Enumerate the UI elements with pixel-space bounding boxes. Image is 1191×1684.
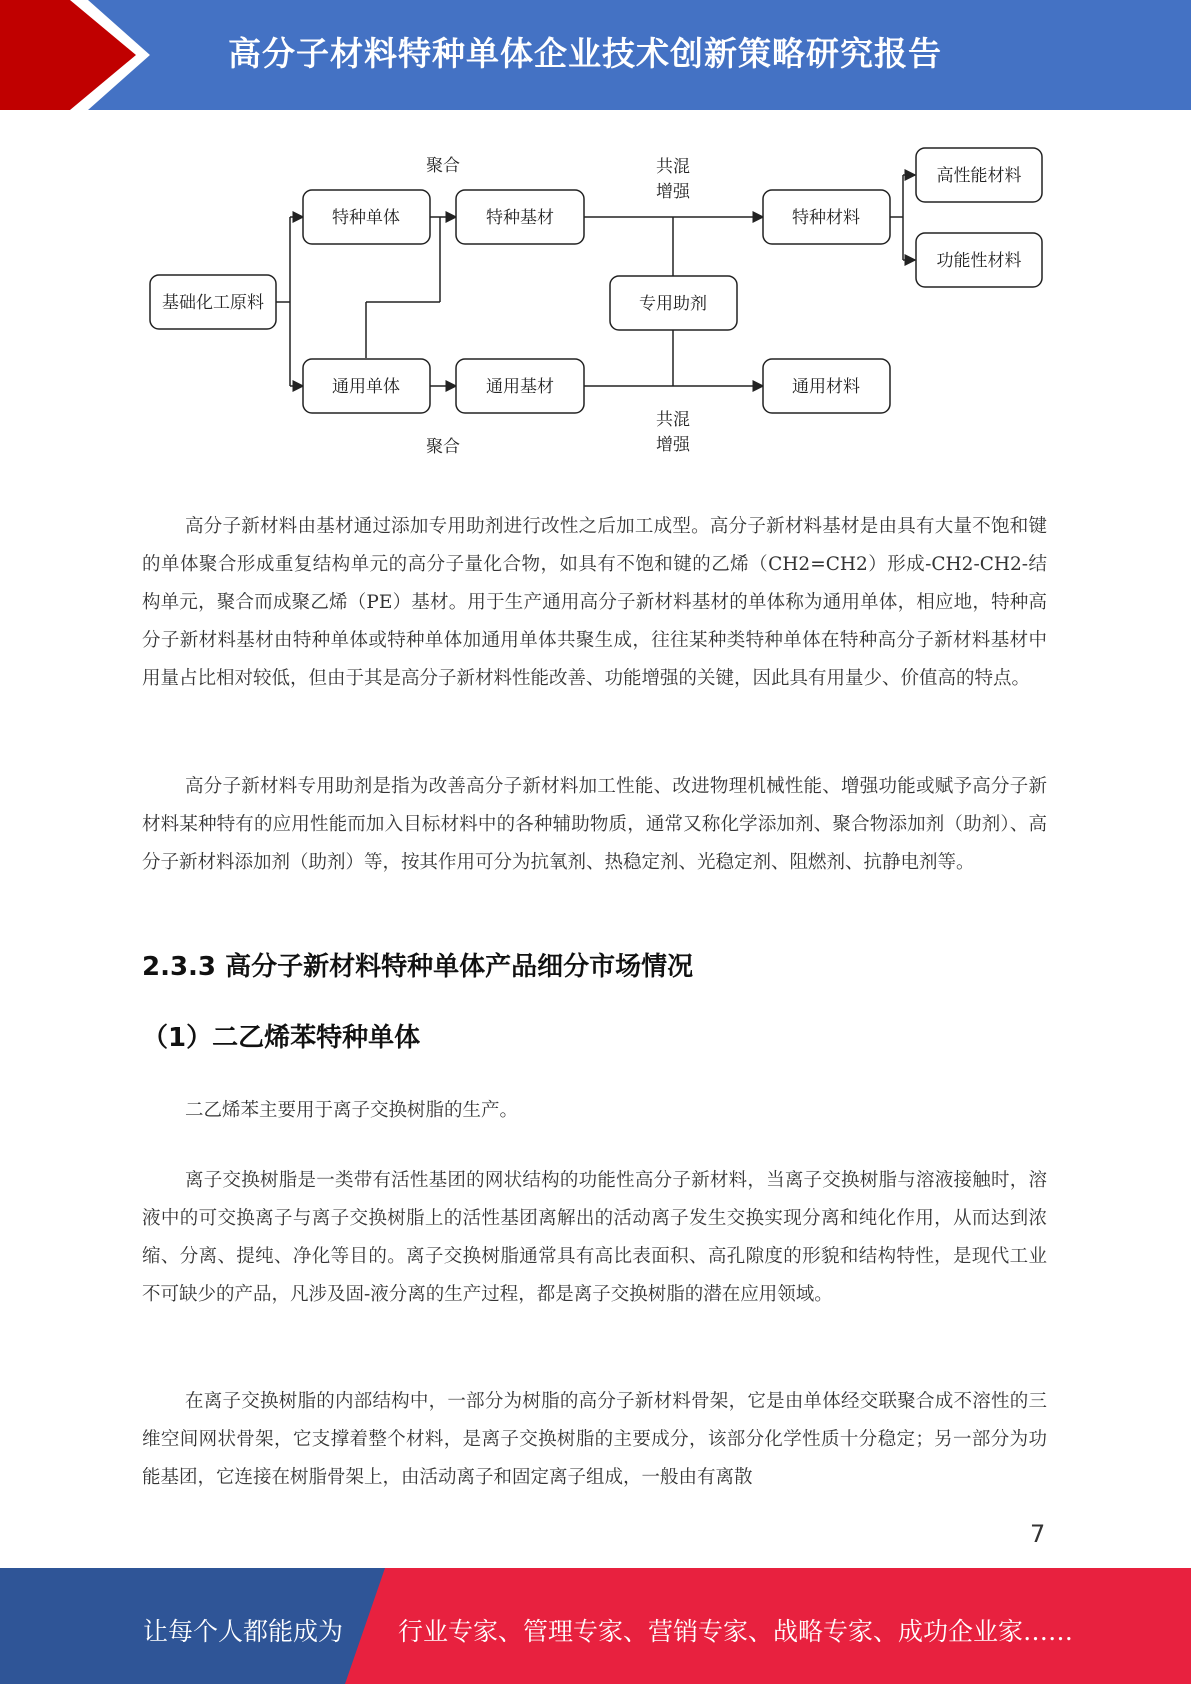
label-polymerize-bottom: 聚合	[426, 437, 460, 457]
node-special-material-label: 特种材料	[792, 208, 860, 228]
paragraph-base-material: 高分子新材料由基材通过添加专用助剂进行改性之后加工成型。高分子新材料基材是由具有大量不饱和键的单体聚合形成重复结构单元的高分子量化合物，如具有不饱和键的乙烯（CH2=CH2）形成-CH2-CH2-结构单元，聚合而成聚乙烯（PE）基材。用于生产通用高分子新材料基材的单体称为通用单体，相应地，特种高分子新材料基材由特种单体或特种单体加通用单体共聚生成，往往某种类特种单体在特种高分子新材料基材中用量占比相对较低，但由于其是高分子新材料性能改善、功能增强的关键，因此具有用量少、价值高的特点。	[142, 516, 1047, 689]
label-blend-top-1: 共混	[656, 157, 690, 177]
page-number: 7	[1030, 1520, 1046, 1548]
page-header	[0, 0, 1191, 110]
label-blend-bottom-1: 共混	[656, 410, 690, 430]
node-general-material	[763, 359, 890, 413]
node-additive	[610, 276, 737, 330]
paragraph-dvb-usage: 二乙烯苯主要用于离子交换树脂的生产。	[185, 1100, 519, 1121]
node-high-performance-label: 高性能材料	[936, 166, 1022, 186]
paragraph-resin-structure: 在离子交换树脂的内部结构中，一部分为树脂的高分子新材料骨架，它是由单体经交联聚合成不溶性的三维空间网状骨架，它支撑着整个材料，是离子交换树脂的主要成分，该部分化学性质十分稳定；另一部分为功能基团，它连接在树脂骨架上，由活动离子和固定离子组成，一般由有离散	[142, 1391, 1047, 1488]
section-heading: 2.3.3 高分子新材料特种单体产品细分市场情况	[142, 952, 694, 982]
node-raw-material-label: 基础化工原料	[162, 293, 264, 313]
node-general-monomer	[303, 359, 430, 413]
paragraph-ion-exchange: 离子交换树脂是一类带有活性基团的网状结构的功能性高分子新材料，当离子交换树脂与溶液接触时，溶液中的可交换离子与离子交换树脂上的活性基团离解出的活动离子发生交换实现分离和纯化作用，从而达到浓缩、分离、提纯、净化等目的。离子交换树脂通常具有高比表面积、高孔隙度的形貌和结构特性，是现代工业不可缺少的产品，凡涉及固-液分离的生产过程，都是离子交换树脂的潜在应用领域。	[142, 1170, 1047, 1305]
label-blend-top-2: 增强	[656, 182, 690, 202]
footer-slogan-left: 让每个人都能成为	[143, 1617, 344, 1646]
node-general-monomer-label: 通用单体	[332, 377, 400, 397]
node-additive-label: 专用助剂	[639, 294, 707, 314]
report-title: 高分子材料特种单体企业技术创新策略研究报告	[228, 34, 942, 73]
footer-slogan-right: 行业专家、管理专家、营销专家、战略专家、成功企业家……	[398, 1617, 1074, 1646]
subsection-heading: （1）二乙烯苯特种单体	[142, 1023, 421, 1053]
material-flow-diagram	[140, 140, 1060, 460]
node-high-performance	[916, 148, 1042, 202]
node-special-base-label: 特种基材	[486, 208, 554, 228]
node-raw-material	[150, 275, 276, 329]
node-special-monomer	[303, 190, 430, 244]
node-general-base	[456, 359, 584, 413]
label-polymerize-top: 聚合	[426, 156, 460, 176]
label-blend-bottom-2: 增强	[656, 435, 690, 455]
node-general-base-label: 通用基材	[486, 377, 554, 397]
node-functional-label: 功能性材料	[936, 251, 1022, 271]
node-special-material	[763, 190, 890, 244]
node-general-material-label: 通用材料	[792, 377, 860, 397]
paragraph-additive: 高分子新材料专用助剂是指为改善高分子新材料加工性能、改进物理机械性能、增强功能或赋予高分子新材料某种特有的应用性能而加入目标材料中的各种辅助物质，通常又称化学添加剂、聚合物添加剂（助剂）、高分子新材料添加剂（助剂）等，按其作用可分为抗氧剂、热稳定剂、光稳定剂、阻燃剂、抗静电剂等。	[142, 776, 1047, 873]
node-special-base	[456, 190, 584, 244]
node-special-monomer-label: 特种单体	[332, 208, 400, 228]
node-functional	[916, 233, 1042, 287]
